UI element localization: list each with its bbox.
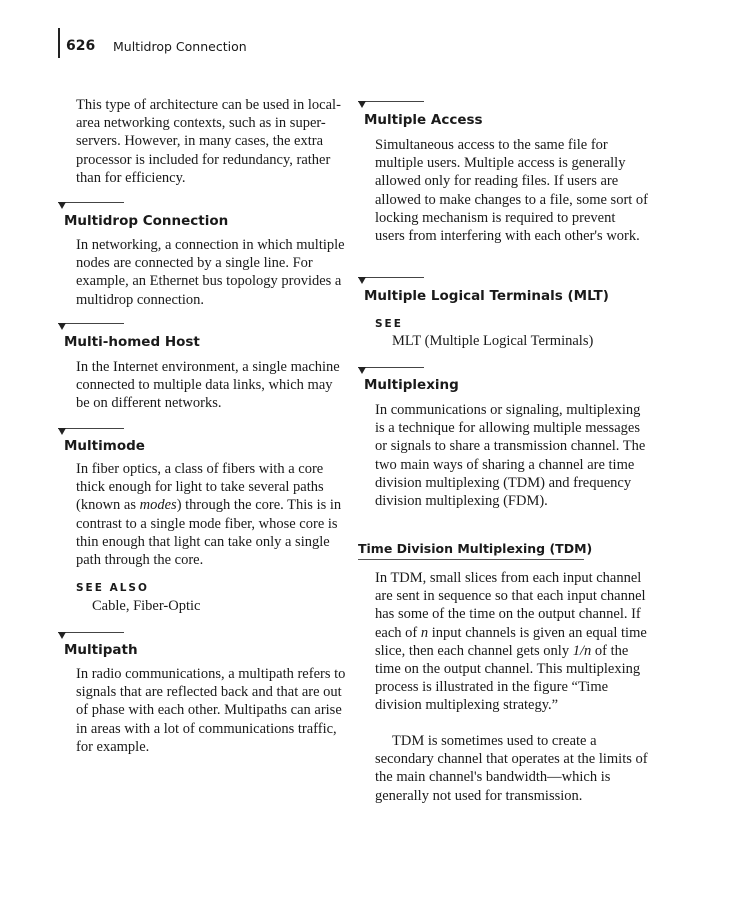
entry-heading-multimode: Multimode: [64, 438, 145, 454]
tdm-paragraph-2: TDM is sometimes used to create a secondary channel that operates at the limits of the main channel's bandwidth—which is generally not used for transmission.: [375, 733, 648, 804]
intro-paragraph: This type of architecture can be used in local-area networking contexts, such as in super-servers. However, in many cases, the extra processor is included for redundancy, rather than for efficiency.: [76, 97, 341, 186]
entry-text-multimode-part2: ) through the core. This is in contrast to a single mode fiber, whose core is thin enough that light can take only a single path through the core.: [76, 497, 342, 569]
entry-marker: [358, 367, 424, 377]
tdm-text-part2: input channels is given an equal time slice, then each channel gets only: [375, 624, 647, 659]
entry-marker: [58, 632, 124, 642]
entry-heading-multipath: Multipath: [64, 642, 138, 658]
entry-text-multimode-part1: In fiber optics, a class of fibers with a core thick enough for light to take several paths (known as: [76, 461, 324, 514]
entry-heading-multi-homed-host: Multi-homed Host: [64, 334, 200, 350]
entry-text-multipath: In radio communications, a multipath refers to signals that are reflected back and that are out of phase with each other. Multipaths can arise in areas with a lot of communications traffic, for example.: [76, 666, 346, 755]
see-also-label: SEE ALSO: [76, 582, 149, 594]
tdm-text-fraction: 1/n: [572, 642, 592, 659]
entry-text-multi-homed-host: In the Internet environment, a single machine connected to multiple data links, which may be on different networks.: [76, 359, 340, 412]
entry-text-multidrop-connection: In networking, a connection in which multiple nodes are connected by a single line. For example, an Ethernet bus topology provides a multidrop connection.: [76, 237, 345, 308]
see-also-link[interactable]: Cable, Fiber-Optic: [92, 598, 201, 614]
subheading-tdm: Time Division Multiplexing (TDM): [358, 541, 593, 556]
tdm-text-n: n: [420, 624, 429, 641]
tdm-text-part3: of the time on the output channel. This multiplexing process is illustrated in the figure “Time division multiplexing strategy.”: [375, 642, 641, 714]
see-link[interactable]: MLT (Multiple Logical Terminals): [392, 333, 594, 349]
header-bar: [58, 28, 60, 58]
entry-marker: [58, 428, 124, 438]
entry-marker: [58, 202, 124, 212]
subheading-rule: [358, 559, 584, 560]
entry-marker: [358, 277, 424, 287]
entry-marker: [58, 323, 124, 333]
entry-text-multiplexing: In communications or signaling, multiplexing is a technique for allowing multiple messages or signals to share a transmission channel. The two main ways of sharing a channel are time division multiplexing (TDM) and frequency division multiplexing (FDM).: [375, 402, 646, 510]
running-title: Multidrop Connection: [113, 39, 247, 54]
page-number: 626: [66, 38, 96, 54]
see-label: SEE: [375, 318, 403, 330]
tdm-text-part1: In TDM, small slices from each input channel are sent in sequence so that each input channel has some of the time on the output channel. If each of: [375, 570, 646, 641]
entry-heading-multidrop-connection: Multidrop Connection: [64, 213, 229, 229]
entry-text-multiple-access: Simultaneous access to the same file for multiple users. Multiple access is generally allowed only for reading files. If users are allowed to make changes to a file, some sort of locking mechanism is required to prevent users from interfering with each other's work.: [375, 137, 649, 245]
tdm-paragraph-1: [375, 569, 648, 715]
entry-marker: [358, 101, 424, 111]
entry-heading-multiple-access: Multiple Access: [364, 112, 483, 128]
entry-heading-multiple-logical-terminals: Multiple Logical Terminals (MLT): [364, 288, 609, 304]
entry-heading-multiplexing: Multiplexing: [364, 377, 459, 393]
entry-text-multimode-italic: modes: [139, 497, 177, 514]
entry-text-multimode: [76, 460, 348, 569]
